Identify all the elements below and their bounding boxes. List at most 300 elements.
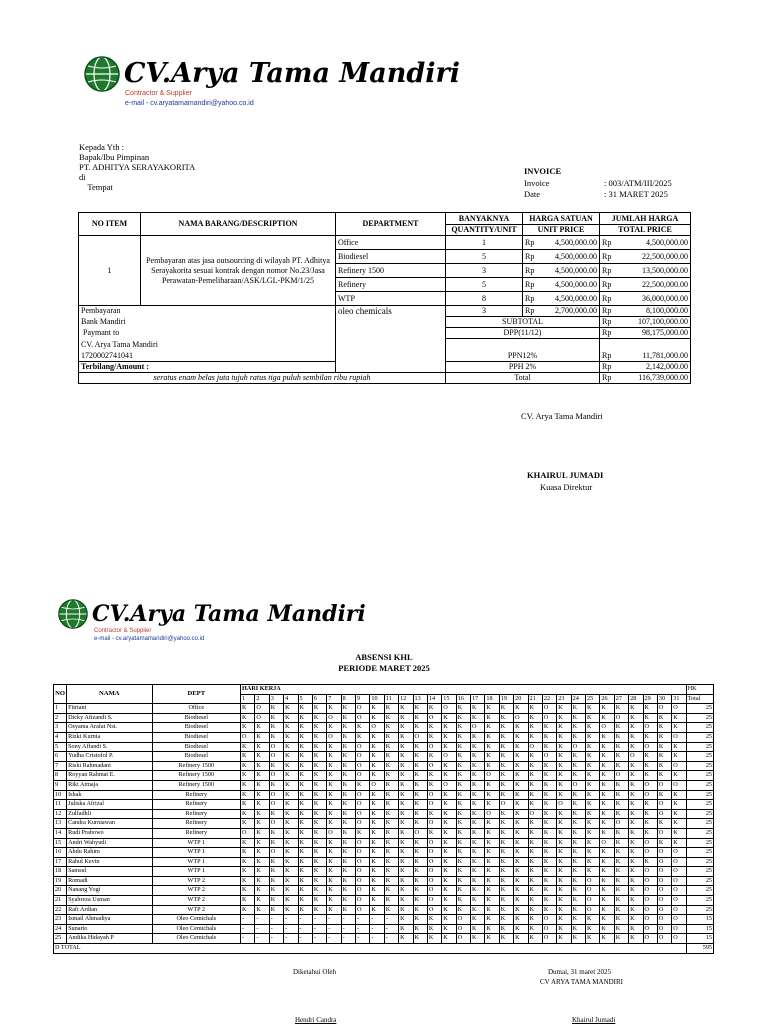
- attendance-mark: K: [499, 828, 513, 838]
- attendance-mark: K: [327, 771, 341, 781]
- attendance-mark: K: [384, 713, 398, 723]
- attendance-mark: K: [327, 790, 341, 800]
- attendance-mark: K: [298, 723, 312, 733]
- attendance-mark: K: [399, 828, 413, 838]
- attendance-mark: K: [341, 848, 355, 858]
- attendance-mark: K: [600, 819, 614, 829]
- attendance-mark: O: [427, 790, 441, 800]
- unit-price-cell: 4,500,000.00: [541, 250, 600, 264]
- attendance-mark: K: [341, 732, 355, 742]
- row-no: 6: [54, 752, 67, 762]
- attendance-mark: K: [528, 780, 542, 790]
- header-hk: HK: [686, 685, 713, 695]
- attendance-mark: K: [298, 828, 312, 838]
- attendance-mark: O: [672, 905, 686, 915]
- attendance-mark: K: [600, 809, 614, 819]
- attendance-mark: K: [600, 704, 614, 714]
- day-header: 12: [399, 694, 413, 704]
- attendance-mark: K: [514, 809, 528, 819]
- row-no: 22: [54, 905, 67, 915]
- attendance-mark: K: [327, 876, 341, 886]
- attendance-mark: O: [657, 809, 671, 819]
- attendance-mark: K: [600, 828, 614, 838]
- attendance-row: [54, 752, 714, 762]
- rp-cell: Rp: [600, 250, 618, 264]
- attendance-mark: K: [384, 790, 398, 800]
- attendance-mark: K: [399, 790, 413, 800]
- rp-cell: Rp: [600, 372, 618, 383]
- attendance-mark: K: [255, 790, 269, 800]
- item-number: 1: [79, 236, 141, 306]
- attendance-mark: K: [442, 876, 456, 886]
- attendance-mark: K: [456, 905, 470, 915]
- attendance-mark: K: [499, 915, 513, 925]
- recipient-line: PT. ADHITYA SERAYAKORITA: [79, 162, 196, 172]
- attendance-mark: K: [471, 742, 485, 752]
- attendance-mark: K: [241, 896, 255, 906]
- attendance-mark: K: [384, 838, 398, 848]
- attendance-mark: K: [514, 905, 528, 915]
- attendance-mark: K: [327, 742, 341, 752]
- attendance-mark: K: [384, 742, 398, 752]
- attendance-mark: O: [657, 876, 671, 886]
- attendance-mark: K: [657, 761, 671, 771]
- attendance-mark: K: [643, 857, 657, 867]
- attendance-mark: K: [600, 848, 614, 858]
- total-price-cell: 8,100,000.00: [618, 306, 691, 317]
- attendance-mark: K: [586, 828, 600, 838]
- row-nama: Rudi Prabowo: [67, 828, 152, 838]
- attendance-mark: K: [643, 752, 657, 762]
- attendance-mark: K: [499, 732, 513, 742]
- signature-name: KHAIRUL JUMADI: [527, 470, 604, 480]
- header-description: NAMA BARANG/DESCRIPTION: [141, 213, 336, 236]
- row-total: 25: [686, 857, 713, 867]
- attendance-mark: K: [298, 819, 312, 829]
- attendance-mark: K: [356, 780, 370, 790]
- attendance-mark: O: [614, 771, 628, 781]
- attendance-mark: K: [399, 915, 413, 925]
- attendance-mark: K: [456, 713, 470, 723]
- attendance-mark: K: [528, 732, 542, 742]
- attendance-mark: K: [427, 924, 441, 934]
- globe-logo-icon: [84, 56, 120, 92]
- day-header: 28: [629, 694, 643, 704]
- attendance-mark: K: [269, 828, 283, 838]
- day-header: 17: [471, 694, 485, 704]
- attendance-mark: O: [356, 896, 370, 906]
- attendance-mark: O: [672, 848, 686, 858]
- attendance-mark: K: [241, 790, 255, 800]
- attendance-mark: O: [427, 838, 441, 848]
- attendance-mark: K: [327, 857, 341, 867]
- attendance-mark: K: [557, 752, 571, 762]
- qty-cell: 5: [446, 278, 523, 292]
- attendance-mark: K: [442, 934, 456, 944]
- attendance-row: [54, 723, 714, 733]
- attendance-mark: O: [356, 838, 370, 848]
- attendance-mark: K: [614, 924, 628, 934]
- attendance-mark: O: [643, 790, 657, 800]
- attendance-mark: K: [657, 771, 671, 781]
- attendance-mark: O: [356, 857, 370, 867]
- attendance-mark: K: [528, 723, 542, 733]
- attendance-mark: K: [341, 780, 355, 790]
- attendance-mark: K: [413, 896, 427, 906]
- attendance-mark: K: [399, 771, 413, 781]
- row-dept: Biodiesel: [152, 752, 241, 762]
- attendance-mark: K: [528, 704, 542, 714]
- attendance-mark: K: [427, 723, 441, 733]
- attendance-mark: O: [657, 800, 671, 810]
- attendance-mark: K: [514, 876, 528, 886]
- attendance-mark: K: [312, 780, 326, 790]
- attendance-mark: K: [384, 819, 398, 829]
- attendance-mark: K: [298, 790, 312, 800]
- attendance-mark: K: [499, 867, 513, 877]
- attendance-mark: K: [269, 838, 283, 848]
- day-header: 30: [657, 694, 671, 704]
- total-price-cell: 22,500,000.00: [618, 250, 691, 264]
- attendance-mark: K: [571, 838, 585, 848]
- company-name: CV.Arya Tama Mandiri: [124, 58, 460, 89]
- attendance-mark: K: [241, 752, 255, 762]
- attendance-mark: O: [629, 752, 643, 762]
- row-nama: Fitriani: [67, 704, 152, 714]
- attendance-mark: K: [312, 896, 326, 906]
- attendance-mark: K: [471, 800, 485, 810]
- attendance-mark: K: [327, 838, 341, 848]
- attendance-mark: -: [312, 934, 326, 944]
- row-dept: WTP 2: [152, 876, 241, 886]
- row-no: 16: [54, 848, 67, 858]
- attendance-mark: O: [356, 876, 370, 886]
- attendance-mark: K: [384, 809, 398, 819]
- attendance-mark: K: [485, 732, 499, 742]
- total-label: Total: [446, 372, 600, 383]
- row-no: 14: [54, 828, 67, 838]
- attendance-mark: -: [298, 924, 312, 934]
- dept-cell: Refinery: [336, 278, 446, 292]
- row-total: 25: [686, 896, 713, 906]
- invoice-number: : 003/ATM/III/2025: [604, 178, 672, 188]
- attendance-mark: K: [370, 905, 384, 915]
- attendance-mark: K: [399, 752, 413, 762]
- attendance-row: [54, 800, 714, 810]
- attendance-mark: K: [528, 713, 542, 723]
- attendance-mark: K: [312, 809, 326, 819]
- attendance-mark: K: [542, 790, 556, 800]
- attendance-mark: K: [284, 819, 298, 829]
- qty-cell: 1: [446, 236, 523, 250]
- attendance-mark: K: [413, 761, 427, 771]
- day-header: 11: [384, 694, 398, 704]
- attendance-mark: K: [499, 876, 513, 886]
- row-nama: Riki Atmaja: [67, 780, 152, 790]
- attendance-mark: K: [514, 723, 528, 733]
- attendance-mark: K: [614, 800, 628, 810]
- attendance-mark: O: [356, 752, 370, 762]
- company-subtitle-2: Contractor & Supplier: [94, 628, 152, 634]
- attendance-mark: K: [672, 713, 686, 723]
- row-no: 21: [54, 896, 67, 906]
- attendance-mark: O: [356, 771, 370, 781]
- day-header: 8: [341, 694, 355, 704]
- attendance-mark: K: [499, 924, 513, 934]
- attendance-mark: K: [514, 732, 528, 742]
- attendance-mark: K: [241, 809, 255, 819]
- attendance-mark: K: [485, 790, 499, 800]
- attendance-mark: K: [269, 713, 283, 723]
- attendance-mark: K: [341, 800, 355, 810]
- attendance-mark: K: [571, 732, 585, 742]
- attendance-table: [53, 684, 714, 954]
- attendance-mark: K: [542, 867, 556, 877]
- attendance-mark: K: [557, 761, 571, 771]
- row-nama: Romadi: [67, 876, 152, 886]
- attendance-mark: K: [341, 896, 355, 906]
- row-nama: Sunarto: [67, 924, 152, 934]
- attendance-mark: O: [427, 896, 441, 906]
- attendance-mark: K: [485, 838, 499, 848]
- terbilang-label: Terbilang/Amount :: [79, 361, 336, 372]
- row-no: 1: [54, 704, 67, 714]
- day-header: 13: [413, 694, 427, 704]
- row-total: 25: [686, 838, 713, 848]
- attendance-mark: K: [657, 723, 671, 733]
- attendance-mark: O: [672, 886, 686, 896]
- attendance-mark: K: [284, 732, 298, 742]
- attendance-mark: K: [499, 761, 513, 771]
- attendance-mark: O: [643, 924, 657, 934]
- attendance-mark: K: [384, 800, 398, 810]
- attendance-mark: O: [427, 819, 441, 829]
- attendance-row: [54, 838, 714, 848]
- attendance-mark: K: [614, 838, 628, 848]
- attendance-mark: K: [413, 771, 427, 781]
- attendance-mark: K: [643, 819, 657, 829]
- day-header: 23: [557, 694, 571, 704]
- attendance-mark: K: [600, 876, 614, 886]
- row-nama: Rizki Kurnia: [67, 732, 152, 742]
- attendance-mark: K: [312, 828, 326, 838]
- attendance-row: [54, 780, 714, 790]
- attendance-mark: K: [485, 867, 499, 877]
- day-header: 7: [327, 694, 341, 704]
- attendance-mark: O: [586, 896, 600, 906]
- attendance-mark: O: [442, 704, 456, 714]
- row-dept: WTP 1: [152, 857, 241, 867]
- attendance-mark: K: [629, 915, 643, 925]
- attendance-mark: K: [600, 934, 614, 944]
- attendance-row: [54, 915, 714, 925]
- day-header: 4: [284, 694, 298, 704]
- attendance-mark: K: [557, 838, 571, 848]
- attendance-mark: K: [399, 924, 413, 934]
- attendance-mark: K: [499, 713, 513, 723]
- rp-cell: Rp: [600, 278, 618, 292]
- attendance-mark: K: [471, 780, 485, 790]
- attendance-mark: K: [643, 800, 657, 810]
- attendance-mark: K: [614, 761, 628, 771]
- attendance-mark: K: [528, 867, 542, 877]
- attendance-mark: K: [629, 867, 643, 877]
- attendance-mark: K: [269, 886, 283, 896]
- attendance-mark: O: [672, 857, 686, 867]
- attendance-mark: K: [557, 780, 571, 790]
- attendance-mark: -: [269, 924, 283, 934]
- payment-account-block: [79, 339, 336, 362]
- attendance-mark: K: [485, 704, 499, 714]
- attendance-mark: K: [413, 809, 427, 819]
- attendance-mark: K: [471, 809, 485, 819]
- attendance-mark: K: [672, 771, 686, 781]
- attendance-mark: O: [413, 732, 427, 742]
- row-no: 12: [54, 809, 67, 819]
- attendance-mark: K: [629, 838, 643, 848]
- attendance-mark: O: [427, 905, 441, 915]
- header-qty-bottom: QUANTITY/UNIT: [446, 225, 523, 236]
- attendance-mark: K: [327, 761, 341, 771]
- attendance-mark: K: [471, 905, 485, 915]
- attendance-row: [54, 896, 714, 906]
- attendance-mark: O: [542, 704, 556, 714]
- attendance-mark: K: [557, 809, 571, 819]
- attendance-mark: K: [557, 819, 571, 829]
- attendance-mark: O: [356, 819, 370, 829]
- attendance-mark: K: [284, 905, 298, 915]
- row-nama: Samsul: [67, 867, 152, 877]
- attendance-mark: K: [298, 800, 312, 810]
- attendance-mark: K: [471, 771, 485, 781]
- recipient-line: di: [79, 172, 86, 182]
- row-no: 2: [54, 713, 67, 723]
- attendance-mark: O: [657, 896, 671, 906]
- attendance-mark: K: [284, 800, 298, 810]
- attendance-mark: K: [657, 732, 671, 742]
- attendance-mark: K: [427, 828, 441, 838]
- attendance-mark: K: [528, 934, 542, 944]
- attendance-mark: K: [571, 819, 585, 829]
- attendance-mark: K: [514, 857, 528, 867]
- row-nama: Syahreza Usman: [67, 896, 152, 906]
- header-total-bottom: TOTAL PRICE: [600, 225, 691, 236]
- attendance-mark: K: [614, 915, 628, 925]
- attendance-mark: K: [485, 905, 499, 915]
- attendance-mark: K: [600, 732, 614, 742]
- attendance-mark: K: [442, 886, 456, 896]
- attendance-mark: K: [600, 886, 614, 896]
- attendance-mark: K: [298, 876, 312, 886]
- attendance-mark: K: [413, 742, 427, 752]
- dept-cell: Biodiesel: [336, 250, 446, 264]
- attendance-mark: K: [672, 790, 686, 800]
- attendance-row: [54, 857, 714, 867]
- attendance-mark: K: [471, 713, 485, 723]
- row-total: 25: [686, 876, 713, 886]
- attendance-mark: K: [586, 924, 600, 934]
- attendance-mark: K: [241, 905, 255, 915]
- attendance-mark: O: [427, 876, 441, 886]
- attendance-mark: K: [485, 886, 499, 896]
- attendance-mark: O: [672, 915, 686, 925]
- subtotal-label: SUBTOTAL: [446, 317, 600, 328]
- attendance-mark: K: [528, 828, 542, 838]
- attendance-mark: K: [571, 752, 585, 762]
- attendance-mark: K: [298, 838, 312, 848]
- attendance-mark: K: [327, 848, 341, 858]
- attendance-mark: K: [571, 934, 585, 944]
- attendance-mark: K: [413, 905, 427, 915]
- attendance-mark: K: [298, 780, 312, 790]
- pph-value: 2,142,000.00: [618, 361, 691, 372]
- row-dept: Refinery 1500: [152, 761, 241, 771]
- attendance-mark: K: [471, 934, 485, 944]
- attendance-mark: K: [399, 704, 413, 714]
- attendance-mark: K: [528, 915, 542, 925]
- attendance-mark: K: [499, 809, 513, 819]
- invoice-table: [78, 212, 691, 384]
- row-dept: WTP 2: [152, 886, 241, 896]
- attendance-mark: K: [370, 704, 384, 714]
- attendance-mark: K: [442, 790, 456, 800]
- attendance-mark: K: [629, 886, 643, 896]
- attendance-mark: K: [571, 790, 585, 800]
- attendance-mark: K: [269, 761, 283, 771]
- attendance-mark: K: [284, 809, 298, 819]
- unit-price-cell: 2,700,000.00: [541, 306, 600, 317]
- attendance-mark: K: [600, 761, 614, 771]
- row-total: 25: [686, 713, 713, 723]
- attendance-mark: K: [399, 800, 413, 810]
- attendance-mark: O: [427, 886, 441, 896]
- attendance-mark: O: [600, 723, 614, 733]
- attendance-mark: K: [413, 790, 427, 800]
- attendance-mark: K: [586, 809, 600, 819]
- blank-dept-cell: [336, 317, 446, 373]
- attendance-mark: K: [571, 809, 585, 819]
- attendance-mark: K: [557, 867, 571, 877]
- attendance-mark: K: [528, 752, 542, 762]
- attendance-mark: K: [485, 934, 499, 944]
- attendance-mark: O: [672, 732, 686, 742]
- attendance-mark: K: [542, 742, 556, 752]
- attendance-mark: K: [643, 809, 657, 819]
- row-no: 5: [54, 742, 67, 752]
- attendance-mark: K: [542, 809, 556, 819]
- attendance-mark: K: [614, 896, 628, 906]
- attendance-mark: O: [269, 800, 283, 810]
- attendance-mark: K: [327, 896, 341, 906]
- attendance-mark: K: [600, 780, 614, 790]
- attendance-row: [54, 809, 714, 819]
- attendance-mark: K: [629, 828, 643, 838]
- attendance-mark: K: [370, 809, 384, 819]
- row-dept: Oleo Cemichals: [152, 924, 241, 934]
- attendance-mark: K: [514, 934, 528, 944]
- attendance-mark: K: [600, 857, 614, 867]
- attendance-mark: O: [672, 867, 686, 877]
- attendance-mark: -: [284, 924, 298, 934]
- payment-line: Paymant to: [79, 328, 336, 339]
- attendance-mark: K: [384, 857, 398, 867]
- header-qty-top: BANYAKNYA: [446, 213, 523, 225]
- attendance-mark: K: [514, 924, 528, 934]
- dept-cell: Office: [336, 236, 446, 250]
- attendance-mark: K: [542, 780, 556, 790]
- row-nama: Candra Kurniawan: [67, 819, 152, 829]
- attendance-mark: K: [586, 704, 600, 714]
